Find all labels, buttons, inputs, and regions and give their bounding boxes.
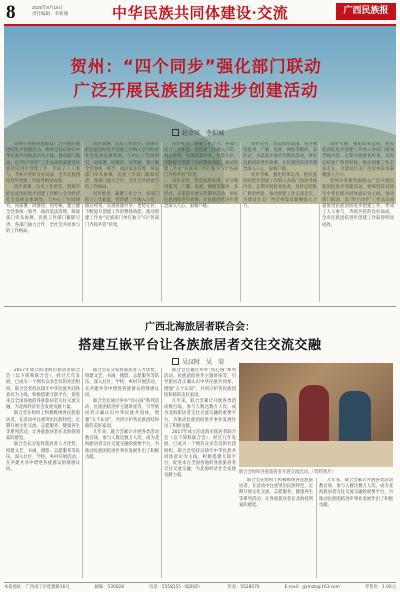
article1-paragraph: 同步推进，凝聚工作合力。各部门结合工作职能，把创建工作融入日常、做在经常，实现资源共享、优势互补，不断提升创建工作的整体效能，推动创建工作由“民族部门单打独斗”向“各部门齐抓共管”转变。 (164, 142, 238, 179)
article2-column-3 (164, 368, 236, 578)
article1-paragraph: 同步宣传，营造浓厚氛围。充分利用报刊、广播、电视、网络等媒体，多形式、多渠道开展宣传教育活动，讲好民族团结进步故事，让民族团结进步理念深入人心、家喻户晓。 (164, 179, 238, 210)
article2-paragraph: 几年来，联合会累计开展各类活动数百场，参与人数达数万人次，成为北海旅居者交往交流交融的重要平台，为推动民族团结进步事业发展作出了积极贡献。 (319, 478, 393, 508)
article2-column-2 (85, 368, 159, 578)
article2-headline: 搭建互嵌平台让各族旅居者交往交流交融 (78, 338, 322, 353)
article2-paragraph: 几年来，联合会累计开展各类活动数百场，参与人数达数万人次，成为北海旅居者交往交流交融的重要平台，为推动民族团结进步事业发展作出了积极贡献。 (164, 399, 236, 429)
article1-paragraph: 同步部署，压实工作责任。贺州市把民族团结进步创建工作纳入全市经济社会发展总体规划，与中心工作同研究、同部署、同推进、同考核，建立健全党委统一领导、政府依法管理、统战部门牵头协调、民族工作部门履职尽责、各部门通力合作、全社会共同参与的工作格局。 (85, 142, 159, 191)
article2-paragraph: 几年来，联合会累计开展各类活动数百场，参与人数达数万人次，成为北海旅居者交往交流交融的重要平台，为推动民族团结进步事业发展作出了积极贡献。 (85, 430, 159, 460)
footer-price: 零售价：1.00元 (364, 585, 396, 590)
column-divider (316, 478, 317, 578)
article2-paragraph: 联合会在组织上积极吸纳各民族旅居者，在活动中注重突出民族特色，定期开展文化交流、志愿服务、健康养生等系列活动，让各族旅居者在北海找到家的感觉。 (6, 411, 80, 442)
photo-caption: 联合会组织各族旅居者开展交流活动。（资料图片） (239, 470, 336, 475)
article2-paragraph: 联合会充分发挥旅居者人才优势，组建文艺、书画、摄影、志愿服务等队伍，深入社区、学校、乡村开展活动，在共建共享中增进各族群众的情感认同。 (85, 368, 159, 398)
page-meta (32, 5, 68, 17)
photo-person (299, 385, 329, 447)
article1-column-2 (85, 142, 159, 302)
article2-column-5 (319, 478, 393, 578)
page-footer (4, 582, 396, 590)
article2-byline (172, 357, 224, 366)
article1-paragraph: 同步推进，凝聚工作合力。各部门结合工作职能，把创建工作融入日常、做在经常，实现资源共享、优势互补，不断提升创建工作的整体效能，推动创建工作由“民族部门单打独斗”向“各部门齐抓共管”转变。 (85, 191, 159, 228)
page-number: 8 (6, 2, 16, 23)
column-divider (240, 142, 241, 302)
footer-address: 本报地址：广西南宁市桂雅路16号 (4, 585, 70, 590)
article1-paragraph: 同步考核，强化结果运用。把民族团结进步创建工作纳入各部门绩效考核内容，定期开展督查检查，及时总结推广典型经验，推动创建工作走深走实，为建设壮美广西贺州篇章凝聚强大合力。 (322, 142, 394, 179)
article2-byline-text: 吴汉时 吴 荣 (182, 359, 225, 366)
article2-column-4 (239, 478, 313, 578)
section-title: 中华民族共同体建设·交流 (112, 4, 289, 22)
photo-person (259, 393, 287, 448)
column-divider (82, 368, 83, 578)
footer-email: E-mail：gxmzb@163.com (284, 585, 340, 590)
article1-column-5 (322, 142, 394, 302)
photo-table (239, 441, 393, 467)
article1-paragraph: 同步宣传，营造浓厚氛围。充分利用报刊、广播、电视、网络等媒体，多形式、多渠道开展宣传教育活动，讲好民族团结进步故事，让民族团结进步理念深入人心、家喻户晓。 (243, 142, 317, 172)
article2-paragraph: 联合会在组织上积极吸纳各民族旅居者，在活动中注重突出民族特色，定期开展文化交流、志愿服务、健康养生等系列活动，让各族旅居者在北海找到家的感觉。 (239, 478, 313, 508)
byline-square-icon (172, 129, 179, 136)
footer-postcode: 邮编：530028 (94, 585, 124, 590)
article1-paragraph: 同步考核，强化结果运用。把民族团结进步创建工作纳入各部门绩效考核内容，定期开展督查检查，及时总结推广典型经验，推动创建工作走深走实，为建设壮美广西贺州篇章凝聚强大合力。 (243, 173, 317, 210)
article2-photo (239, 363, 393, 467)
article1-byline (172, 128, 224, 137)
article2-paragraph: 2017年成立的北海市旅居者联合会（以下简称联合会），经过几年发展，已成为一个拥有众多会员的社团组织。联合会坚持以铸牢中华民族共同体意识为主线，积极搭建互嵌平台，促进来自全国各地的各族旅居者交往交流交融，为北海经济社会发展贡献力量。 (164, 430, 236, 479)
article1-paragraph: 贺州市各族各族群众广泛开展民族团结进步创建活动，始终坚持以铸牢中华民族共同体意识为主线，推动部门联动，以“四个同步”工作法高质量推进民族团结进步创建工作，形成了人人参与、齐抓共管的良好局面，全市民族团结进步创建工作取得明显成效。 (6, 142, 80, 185)
footer-phone: 电话：5558155（编辑部） (148, 585, 203, 590)
article2-column-1 (6, 368, 80, 578)
article1-paragraph: 同步部署，压实工作责任。贺州市把民族团结进步创建工作纳入全市经济社会发展总体规划，与中心工作同研究、同部署、同推进、同考核，建立健全党委统一领导、政府依法管理、统战部门牵头协调、民族工作部门履职尽责、各部门通力合作、全社会共同参与的工作格局。 (6, 185, 80, 234)
article1-column-1 (6, 142, 80, 302)
article1-headline-line1: 贺州：“四个同步”强化部门联动 (70, 57, 322, 76)
article2-paragraph: 联合会还通过举办“同心圆”系列活动、民族团结进步主题讲座等，引导旅居者正确认识中华民族共同体，增强“五个认同”，共同守护各民族团结和睦的美好家园。 (164, 368, 236, 398)
paper-name-badge: 广西民族报 (336, 3, 396, 20)
article2-paragraph: 联合会还通过举办“同心圆”系列活动、民族团结进步主题讲座等，引导旅居者正确认识中华民族共同体，增强“五个认同”，共同守护各民族团结和睦的美好家园。 (85, 399, 159, 429)
article1-column-4 (243, 142, 317, 302)
article1-byline-text: 赵金宾 李积城 (182, 130, 225, 137)
article1-headline-line2: 广泛开展民族团结进步创建活动 (73, 81, 319, 100)
article-separator (4, 306, 396, 307)
article2-paragraph: 联合会充分发挥旅居者人才优势，组建文艺、书画、摄影、志愿服务等队伍，深入社区、学校、乡村开展活动，在共建共享中增进各族群众的情感认同。 (6, 442, 80, 473)
article2-paragraph: 2017年成立的北海市旅居者联合会（以下简称联合会），经过几年发展，已成为一个拥有众多会员的社团组织。联合会坚持以铸牢中华民族共同体意识为主线，积极搭建互嵌平台，促进来自全国各地的各族旅居者交往交流交融，为北海经济社会发展贡献力量。 (6, 368, 80, 411)
column-divider (319, 142, 320, 302)
column-divider (161, 368, 162, 578)
article1-column-3 (164, 142, 238, 302)
article1-paragraph: 贺州市各族各族群众广泛开展民族团结进步创建活动，始终坚持以铸牢中华民族共同体意识为主线，推动部门联动，以“四个同步”工作法高质量推进民族团结进步创建工作，形成了人人参与、齐抓共管的良好局面，全市民族团结进步创建工作取得明显成效。 (322, 179, 394, 228)
column-divider (82, 142, 83, 302)
article2-kicker: 广西北海旅居者联合会： (145, 322, 255, 333)
issue-date: 2025年8月15日 (32, 5, 64, 10)
byline-square-icon (172, 358, 179, 365)
column-divider (161, 142, 162, 302)
editor-line: 责任编辑：李新城 (32, 11, 68, 16)
footer-fax: 传真：5528076 (227, 585, 260, 590)
